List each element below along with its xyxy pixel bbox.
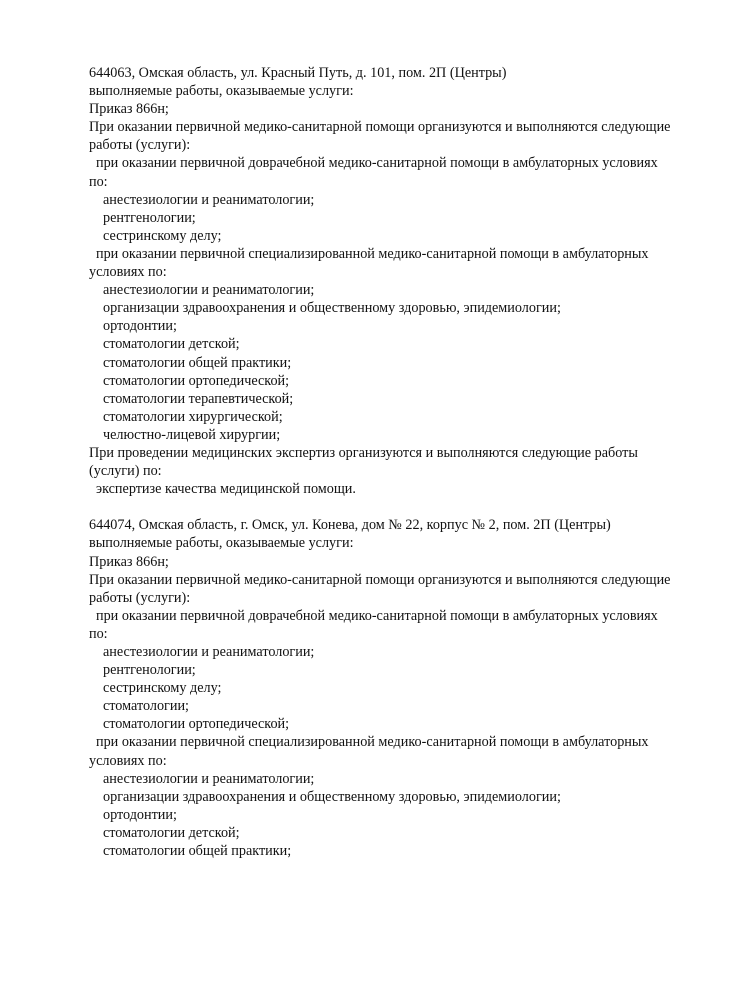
- dovrach-heading: при оказании первичной доврачебной медико-санитарной помощи в амбулаторных условиях: [96, 155, 658, 172]
- dovrach-item: стоматологии;: [103, 698, 189, 715]
- dovrach-item: рентгенологии;: [103, 209, 196, 226]
- pmsp-intro-cont: работы (услуги):: [89, 589, 191, 606]
- dovrach-heading-cont: по:: [89, 173, 108, 190]
- works-label: выполняемые работы, оказываемые услуги:: [89, 535, 354, 552]
- spec-heading: при оказании первичной специализированной медико-санитарной помощи в амбулаторных: [96, 734, 649, 751]
- pmsp-intro: При оказании первичной медико-санитарной помощи организуются и выполняются следующие: [89, 571, 671, 588]
- spec-heading-cont: условиях по:: [89, 752, 167, 769]
- spec-item: стоматологии общей практики;: [103, 354, 292, 371]
- dovrach-item: сестринскому делу;: [103, 227, 222, 244]
- spec-item: челюстно-лицевой хирургии;: [103, 426, 281, 443]
- spec-heading: при оказании первичной специализированной медико-санитарной помощи в амбулаторных: [96, 245, 649, 262]
- spec-item: ортодонтии;: [103, 806, 177, 823]
- license-address-section: [89, 516, 729, 860]
- dovrach-item: анестезиологии и реаниматологии;: [103, 191, 315, 208]
- dovrach-heading: при оказании первичной доврачебной медико-санитарной помощи в амбулаторных условиях: [96, 607, 658, 624]
- spec-item: организации здравоохранения и общественному здоровью, эпидемиологии;: [103, 788, 561, 805]
- works-label: выполняемые работы, оказываемые услуги:: [89, 83, 354, 100]
- spec-item: стоматологии терапевтической;: [103, 390, 294, 407]
- spec-item: стоматологии детской;: [103, 336, 240, 353]
- expert-intro: При проведении медицинских экспертиз организуются и выполняются следующие работы: [89, 444, 638, 461]
- spec-item: анестезиологии и реаниматологии;: [103, 770, 315, 787]
- order-reference: Приказ 866н;: [89, 553, 169, 570]
- expert-item: экспертизе качества медицинской помощи.: [96, 481, 356, 498]
- order-reference: Приказ 866н;: [89, 101, 169, 118]
- spec-item: анестезиологии и реаниматологии;: [103, 282, 315, 299]
- spec-item: ортодонтии;: [103, 318, 177, 335]
- dovrach-item: анестезиологии и реаниматологии;: [103, 644, 315, 660]
- dovrach-item: сестринскому делу;: [103, 680, 222, 697]
- license-address-section: [89, 64, 729, 498]
- address-line: 644063, Омская область, ул. Красный Путь, д. 101, пом. 2П (Центры): [89, 65, 507, 81]
- spec-item: организации здравоохранения и общественному здоровью, эпидемиологии;: [103, 300, 561, 317]
- dovrach-item: стоматологии ортопедической;: [103, 716, 290, 733]
- dovrach-heading-cont: по:: [89, 625, 108, 642]
- expert-intro-cont: (услуги) по:: [89, 463, 162, 480]
- pmsp-intro-cont: работы (услуги):: [89, 137, 191, 154]
- pmsp-intro: При оказании первичной медико-санитарной помощи организуются и выполняются следующие: [89, 119, 671, 136]
- address-line: 644074, Омская область, г. Омск, ул. Конева, дом № 22, корпус № 2, пом. 2П (Центры): [89, 517, 611, 534]
- spec-item: стоматологии хирургической;: [103, 408, 283, 425]
- spec-heading-cont: условиях по:: [89, 264, 167, 281]
- spec-item: стоматологии детской;: [103, 824, 240, 841]
- dovrach-item: рентгенологии;: [103, 662, 196, 679]
- document-page: [89, 64, 729, 860]
- spec-item: стоматологии общей практики;: [103, 843, 292, 860]
- spec-item: стоматологии ортопедической;: [103, 372, 290, 389]
